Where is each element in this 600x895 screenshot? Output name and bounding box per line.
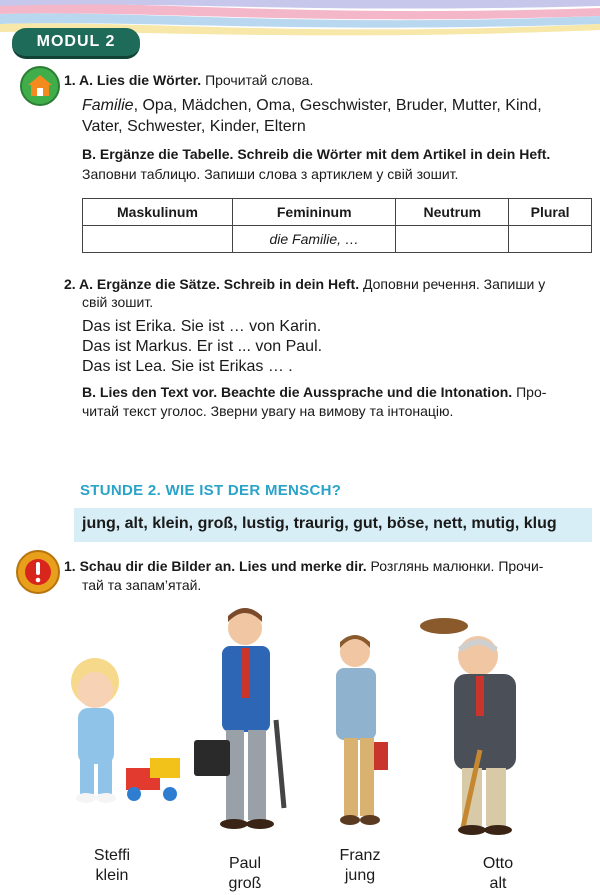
task3-translation-cont: тай та запам’ятай. — [82, 577, 202, 593]
figure-name: Paul — [228, 855, 262, 872]
table-header-row — [83, 199, 592, 226]
task1-words-line1: Familie, Opa, Mädchen, Oma, Geschwister, Bruder, Mutter, Kind, — [82, 97, 542, 114]
task2-a-translation-cont: свій зошит. — [82, 294, 154, 310]
steffi-figure — [71, 658, 180, 803]
figure-adjective: groß — [228, 875, 262, 892]
task1-b-translation: Заповни таблицю. Запиши слова з артиклем у свій зошит. — [82, 166, 459, 182]
task2-a-instruction: 2. A. Ergänze die Sätze. Schreib in dein Heft. Доповни речення. Запиши у — [64, 276, 546, 292]
franz-figure — [336, 635, 388, 825]
paul-figure — [194, 608, 284, 829]
figure-label-paul — [205, 854, 285, 894]
figure-adjective: alt — [489, 875, 507, 892]
figure-name: Steffi — [93, 847, 131, 864]
figure-label-franz — [320, 846, 400, 886]
task1-words-line2: Vater, Schwester, Kinder, Eltern — [82, 118, 306, 135]
exclamation-icon — [16, 550, 60, 594]
figure-label-otto — [458, 854, 538, 894]
table-cell: die Familie, … — [232, 226, 396, 253]
figure-adjective: klein — [95, 867, 129, 884]
task3-instruction: 1. Schau dir die Bilder an. Lies und merke dir. Розглянь малюнки. Прочи- — [64, 558, 544, 574]
sentence: Das ist Markus. Er ist ... von Paul. — [82, 338, 323, 355]
task1-a-instruction: 1. A. Lies die Wörter. Прочитай слова. — [64, 72, 314, 88]
table-header: Maskulinum — [83, 199, 233, 226]
task2-b-instruction: B. Lies den Text vor. Beachte die Aussprache und die Intonation. Про- — [82, 384, 547, 400]
table-header: Femininum — [232, 199, 396, 226]
figure-name: Franz — [339, 847, 381, 864]
adjective-bar — [74, 508, 592, 542]
table-cell — [83, 226, 233, 253]
home-icon — [20, 66, 60, 106]
figure-name: Otto — [482, 855, 514, 872]
sentence: Das ist Lea. Sie ist Erikas … . — [82, 358, 293, 375]
people-illustration — [0, 600, 600, 840]
task2-b-translation-cont: читай текст уголос. Зверни увагу на вимову та інтонацію. — [82, 403, 454, 419]
noun-table — [82, 198, 592, 253]
adjective-list: jung, alt, klein, groß, lustig, traurig, gut, böse, nett, mutig, klug — [82, 515, 557, 532]
figure-adjective: jung — [344, 867, 376, 884]
otto-figure — [420, 618, 516, 835]
table-cell — [396, 226, 509, 253]
table-header: Plural — [509, 199, 592, 226]
stunde-title: STUNDE 2. WIE IST DER MENSCH? — [80, 482, 342, 499]
table-row — [83, 226, 592, 253]
module-tab: MODUL 2 — [12, 28, 140, 59]
table-header: Neutrum — [396, 199, 509, 226]
task1-b-instruction: B. Ergänze die Tabelle. Schreib die Wörter mit dem Artikel in dein Heft. — [82, 146, 551, 162]
figure-label-steffi — [72, 846, 152, 886]
table-cell — [509, 226, 592, 253]
sentence: Das ist Erika. Sie ist … von Karin. — [82, 318, 322, 335]
